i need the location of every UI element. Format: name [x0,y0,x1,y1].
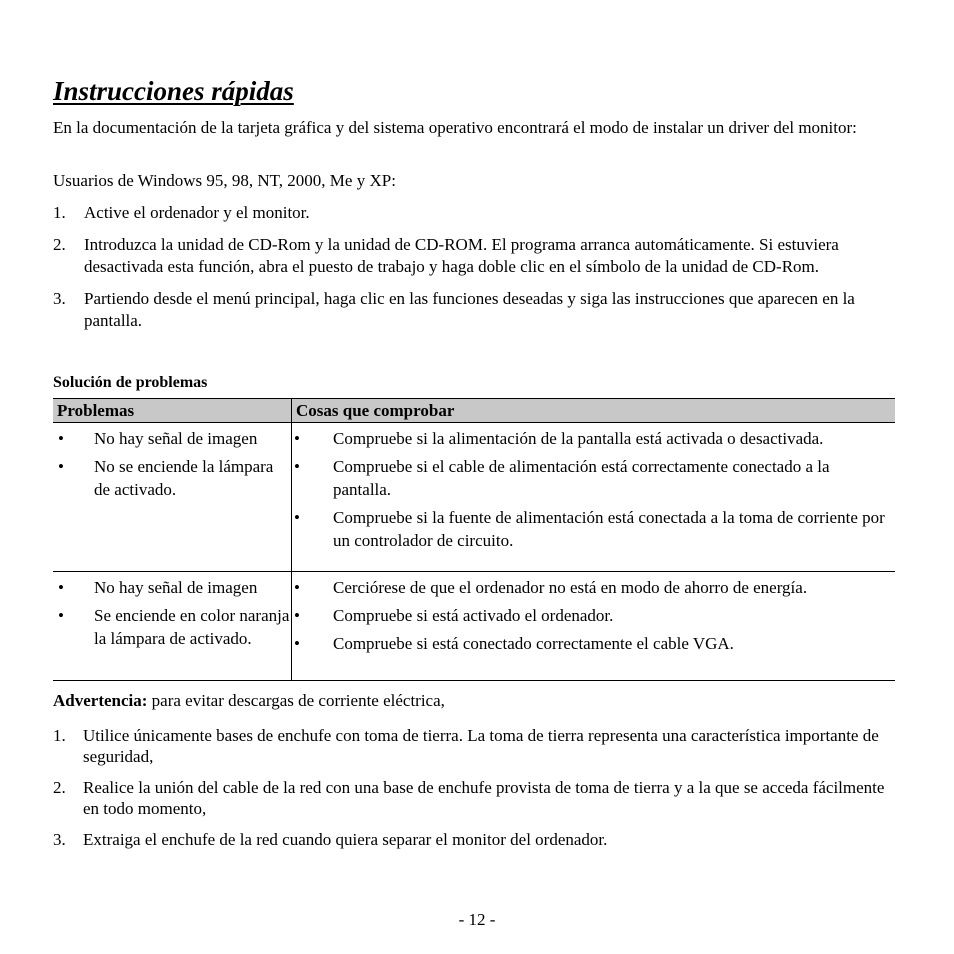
step-number: 2. [53,235,66,254]
checks-cell [292,572,896,681]
list-item: • Compruebe si está conectado correctamente el cable VGA. [294,634,734,653]
step-text: Partiendo desde el menú principal, haga clic en las funciones deseadas y siga las instrucciones que aparecen en la pantalla. [84,289,855,330]
list-item: • Se enciende en color naranja la lámpara de activado. [58,606,290,648]
bullet-icon: • [294,508,300,527]
bullet-icon: • [58,457,64,476]
warning-line [53,690,445,712]
step-number: 3. [53,289,66,308]
list-item: • No se enciende la lámpara de activado. [58,457,274,499]
users-line: Usuarios de Windows 95, 98, NT, 2000, Me y XP: [53,171,396,190]
bullet-icon: • [58,606,64,625]
list-item: • Compruebe si está activado el ordenador. [294,606,614,625]
step-text: Utilice únicamente bases de enchufe con toma de tierra. La toma de tierra representa una característica importante de seguridad, [83,726,879,766]
install-steps [53,202,898,342]
page-title: Instrucciones rápidas [53,76,294,106]
step-number: 1. [53,726,66,745]
intro-paragraph: En la documentación de la tarjeta gráfica y del sistema operativo encontrará el modo de instalar un driver del monitor: [53,118,857,137]
list-item: • No hay señal de imagen [58,578,258,597]
warning-step [53,777,901,819]
bullet-icon: • [58,429,64,448]
step-text: Introduzca la unidad de CD-Rom y la unidad de CD-ROM. El programa arranca automáticamente. Si estuviera desactivada esta función, abra el puesto de trabajo y haga doble clic en el símbolo de la unidad de CD-Rom. [84,235,839,276]
step-text: Extraiga el enchufe de la red cuando quiera separar el monitor del ordenador. [83,830,608,849]
list-item: • Compruebe si la fuente de alimentación está conectada a la toma de corriente por un controlador de circuito. [294,508,885,550]
step-text: Realice la unión del cable de la red con una base de enchufe provista de toma de tierra y a la que se acceda fácilmente en todo momento, [83,778,885,818]
step-text: Active el ordenador y el monitor. [84,203,310,222]
warning-step [53,829,901,850]
column-header-checks: Cosas que comprobar [292,399,896,423]
list-item: • No hay señal de imagen [58,429,258,448]
install-step [53,234,898,278]
install-step [53,202,898,224]
step-number: 2. [53,778,66,797]
install-step [53,288,898,332]
list-item: • Compruebe si el cable de alimentación está correctamente conectado a la pantalla. [294,457,830,499]
bullet-icon: • [58,578,64,597]
bullet-icon: • [294,429,300,448]
list-item: • Compruebe si la alimentación de la pantalla está activada o desactivada. [294,429,824,448]
table-row [53,423,895,572]
step-number: 1. [53,203,66,222]
bullet-icon: • [294,457,300,476]
problems-cell [53,572,292,681]
problems-cell [53,423,292,572]
bullet-icon: • [294,578,300,597]
checks-cell [292,423,896,572]
bullet-icon: • [294,634,300,653]
column-header-problems: Problemas [53,399,292,423]
warning-text: para evitar descargas de corriente eléctrica, [147,691,445,710]
table-header-row [53,399,895,423]
table-row [53,572,895,681]
warning-steps [53,725,901,860]
warning-step [53,725,901,767]
bullet-icon: • [294,606,300,625]
troubleshooting-table [53,398,895,681]
list-item: • Cerciórese de que el ordenador no está en modo de ahorro de energía. [294,578,808,597]
step-number: 3. [53,830,66,849]
page-number: - 12 - [458,910,496,929]
troubleshooting-title: Solución de problemas [53,374,208,391]
warning-label: Advertencia: [53,691,148,710]
